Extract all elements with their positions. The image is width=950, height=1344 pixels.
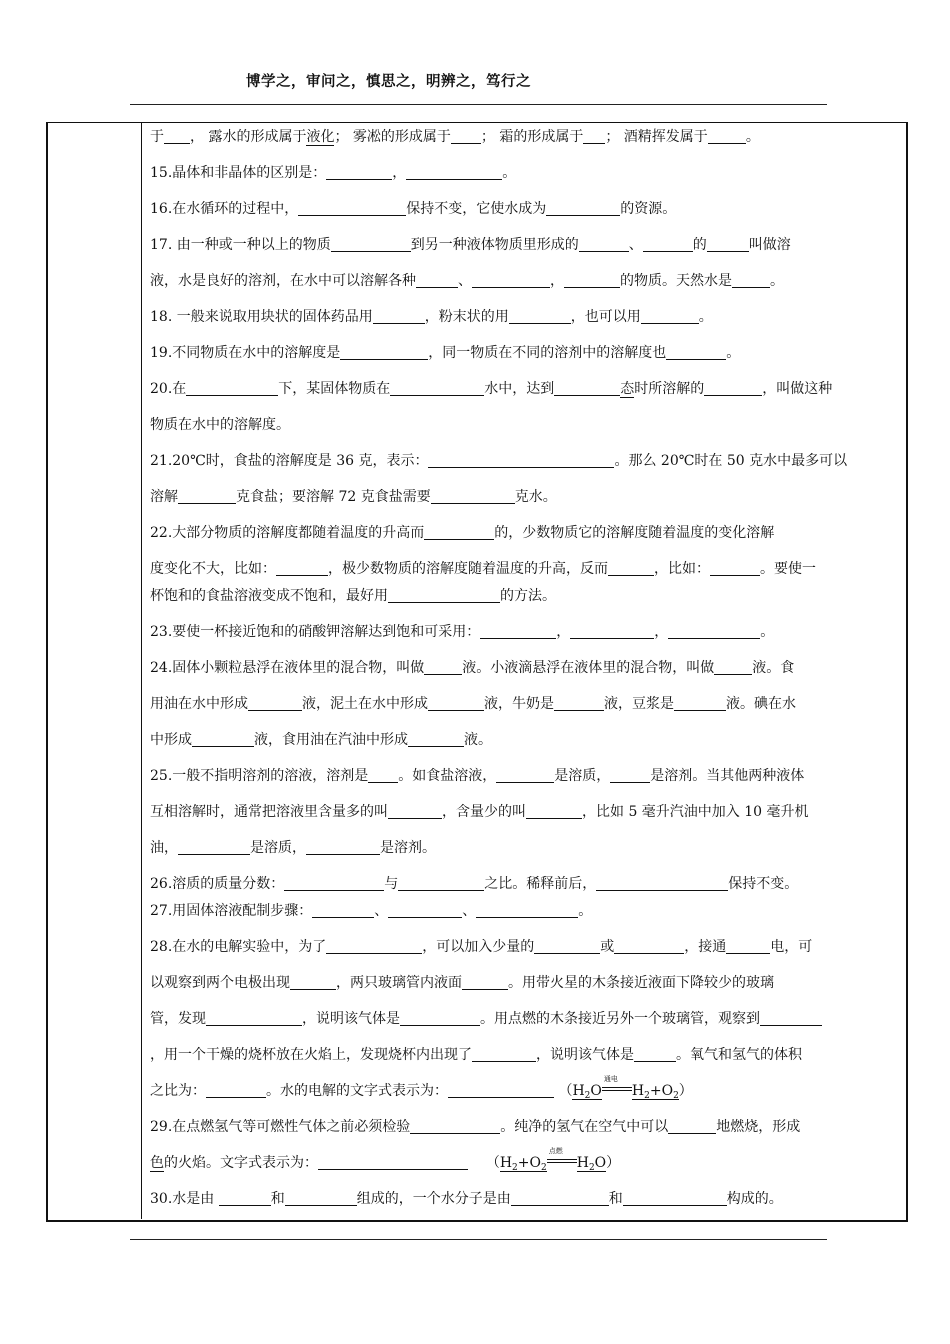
question-14-tail: 于 ， 露水的形成属于液化； 雾凇的形成属于 ； 霜的形成属于 ； 酒精挥发属于 。: [150, 124, 895, 151]
question-22: 22.大部分物质的溶解度都随着温度的升高而 的，少数物质它的溶解度随着温度的变化溶解: [150, 520, 895, 547]
blank[interactable]: [326, 936, 422, 954]
blank[interactable]: [408, 729, 464, 747]
question-24-line-2: 用油在水中形成 液，泥土在水中形成 液，牛奶是 液，豆浆是 液。碘在水: [150, 691, 895, 718]
blank[interactable]: [186, 378, 278, 396]
blank[interactable]: [583, 126, 605, 144]
blank[interactable]: [511, 1188, 609, 1206]
blank[interactable]: [546, 198, 620, 216]
question-19: 19.不同物质在水中的溶解度是 ，同一物质在不同的溶剂中的溶解度也 。: [150, 340, 895, 367]
blank[interactable]: [564, 270, 620, 288]
blank[interactable]: [708, 126, 746, 144]
blank[interactable]: [326, 162, 392, 180]
formula-products: $H_2+O_2$: [631, 1083, 679, 1101]
question-20: 20.在 下，某固体物质在 水中，达到 态时所溶解的 ，叫做这种: [150, 376, 895, 403]
blank[interactable]: [298, 198, 406, 216]
question-23: 23.要使一杯接近饱和的硝酸钾溶解达到饱和可采用： ， ， 。: [150, 619, 895, 646]
blank[interactable]: [496, 765, 554, 783]
question-20-line-2: 物质在水中的溶解度。: [150, 417, 290, 433]
blank[interactable]: [312, 900, 374, 918]
blank[interactable]: [610, 765, 650, 783]
question-18: 18. 一般来说取用块状的固体药品用 ，粉末状的用 ，也可以用 。: [150, 304, 895, 331]
blank[interactable]: [178, 486, 236, 504]
blank[interactable]: [406, 162, 502, 180]
question-22-line-3: 杯饱和的食盐溶液变成不饱和，最好用 的方法。: [150, 583, 895, 610]
blank[interactable]: [398, 873, 484, 891]
question-16: 16.在水循环的过程中， 保持不变，它使水成为 的资源。: [150, 196, 895, 223]
blank[interactable]: [206, 1080, 266, 1098]
question-28-line-3: 管，发现 ，说明该气体是 。用点燃的木条接近另外一个玻璃管，观察到: [150, 1006, 895, 1033]
blank[interactable]: [373, 306, 425, 324]
blank[interactable]: [608, 558, 654, 576]
question-22-line-2: 度变化不大，比如： ，极少数物质的溶解度随着温度的升高，反而 ，比如： 。要使一: [150, 556, 895, 583]
blank[interactable]: [476, 900, 578, 918]
blank[interactable]: [424, 522, 494, 540]
blank[interactable]: [668, 1116, 716, 1134]
blank[interactable]: [219, 1188, 271, 1206]
question-17-line-2: 液，水是良好的溶剂，在水中可以溶解各种 、 ， 的物质。天然水是 。: [150, 268, 895, 295]
question-24: 24.固体小颗粒悬浮在液体里的混合物，叫做 液。小液滴悬浮在液体里的混合物，叫做 液。食: [150, 655, 895, 682]
question-21-line-2: 溶解 克食盐；要溶解 72 克食盐需要 克水。: [150, 484, 895, 511]
blank[interactable]: [284, 873, 384, 891]
blank[interactable]: [192, 729, 254, 747]
blank[interactable]: [674, 693, 726, 711]
blank[interactable]: [579, 234, 629, 252]
blank[interactable]: [451, 126, 481, 144]
blank[interactable]: [290, 972, 336, 990]
blank[interactable]: [509, 306, 571, 324]
blank[interactable]: [248, 693, 302, 711]
blank[interactable]: [448, 1080, 554, 1098]
question-26: 26.溶质的质量分数： 与 之比。稀释前后， 保持不变。: [150, 871, 895, 898]
question-15: 15.晶体和非晶体的区别是： ， 。: [150, 160, 895, 187]
blank[interactable]: [462, 972, 508, 990]
blank[interactable]: [368, 765, 398, 783]
blank[interactable]: [534, 936, 600, 954]
formula-water: $H_2O$: [576, 1155, 607, 1173]
question-21: 21.20℃时，食盐的溶解度是 36 克，表示： 。那么 20℃时在 50 克水中最多可以: [150, 448, 895, 475]
blank[interactable]: [666, 342, 726, 360]
question-28-line-4: ，用一个干燥的烧杯放在火焰上，发现烧杯内出现了 ，说明该气体是 。氧气和氢气的体积: [150, 1042, 895, 1069]
formula-water: $H_2O$: [572, 1083, 602, 1101]
blank[interactable]: [714, 657, 752, 675]
blank[interactable]: [641, 306, 699, 324]
question-30: 30.水是由 和 组成的，一个水分子是由 和 构成的。: [150, 1186, 895, 1213]
blank[interactable]: [732, 270, 770, 288]
question-27: 27.用固体溶液配制步骤： 、 、 。: [150, 898, 895, 925]
formula-reactants: $H_2+O_2$: [499, 1155, 547, 1173]
header-motto: 博学之，审问之，慎思之，明辨之，笃行之: [246, 74, 531, 90]
blank[interactable]: [472, 1044, 536, 1062]
blank[interactable]: [428, 693, 484, 711]
blank[interactable]: [760, 1008, 822, 1026]
question-29: 29.在点燃氢气等可燃性气体之前必须检验 。纯净的氢气在空气中可以 地燃烧，形成: [150, 1114, 895, 1141]
question-28: 28.在水的电解实验中，为了 ，可以加入少量的 或 ，接通 电，可: [150, 934, 895, 961]
blank[interactable]: [331, 234, 411, 252]
blank[interactable]: [614, 936, 684, 954]
blank[interactable]: [472, 270, 550, 288]
blank[interactable]: [390, 378, 484, 396]
blank[interactable]: [285, 1188, 357, 1206]
blank[interactable]: [388, 900, 462, 918]
blank[interactable]: [388, 801, 442, 819]
blank[interactable]: [726, 936, 770, 954]
blank[interactable]: [340, 342, 428, 360]
blank[interactable]: [623, 1188, 727, 1206]
blank[interactable]: [410, 1116, 500, 1134]
question-28-line-2: 以观察到两个电极出现 ，两只玻璃管内液面 。用带火星的木条接近液面下降较少的玻璃: [150, 970, 895, 997]
question-24-line-3: 中形成 液，食用油在汽油中形成 液。: [150, 727, 895, 754]
question-29-line-2: 色的火焰。文字式表示为： （$H_2+O_2$ 点燃 $H_2O$）: [150, 1147, 621, 1173]
blank[interactable]: [704, 378, 762, 396]
blank[interactable]: [416, 270, 458, 288]
blank[interactable]: [480, 621, 556, 639]
blank[interactable]: [526, 801, 582, 819]
blank[interactable]: [318, 1152, 468, 1170]
blank[interactable]: [570, 621, 654, 639]
question-25-line-2: 互相溶解时，通常把溶液里含量多的叫 ，含量少的叫 ，比如 5 毫升汽油中加入 10 毫升机: [150, 799, 895, 826]
header-rule: [130, 104, 827, 105]
blank[interactable]: [388, 585, 500, 603]
blank[interactable]: [554, 693, 604, 711]
blank[interactable]: [178, 837, 250, 855]
table-column-divider: [141, 122, 142, 1219]
blank[interactable]: [424, 657, 462, 675]
blank[interactable]: [306, 837, 380, 855]
blank[interactable]: [634, 1044, 676, 1062]
blank[interactable]: [710, 558, 760, 576]
blank[interactable]: [431, 486, 515, 504]
ignition-arrow: 点燃: [547, 1153, 577, 1165]
blank[interactable]: [554, 378, 620, 396]
blank[interactable]: [596, 873, 728, 891]
question-25: 25.一般不指明溶剂的溶液，溶剂是 。如食盐溶液， 是溶质， 是溶剂。当其他两种液体: [150, 763, 895, 790]
question-25-line-3: 油， 是溶质， 是溶剂。: [150, 835, 895, 862]
electrolysis-arrow: 通电: [602, 1081, 632, 1093]
answer-liquefaction: 液化: [306, 129, 335, 145]
blank[interactable]: [643, 234, 693, 252]
blank[interactable]: [276, 558, 328, 576]
footer-rule: [130, 1239, 827, 1240]
blank[interactable]: [668, 621, 760, 639]
blank[interactable]: [164, 126, 190, 144]
worksheet-content: [150, 124, 895, 1213]
blank[interactable]: [206, 1008, 302, 1026]
blank[interactable]: [428, 450, 614, 468]
blank[interactable]: [707, 234, 749, 252]
blank[interactable]: [400, 1008, 480, 1026]
question-28-line-5: 之比为： 。水的电解的文字式表示为： （$H_2O$ 通电 $H_2+O_2$）: [150, 1075, 693, 1101]
question-17: 17. 由一种或一种以上的物质 到另一种液体物质里形成的 、 的 叫做溶: [150, 232, 895, 259]
